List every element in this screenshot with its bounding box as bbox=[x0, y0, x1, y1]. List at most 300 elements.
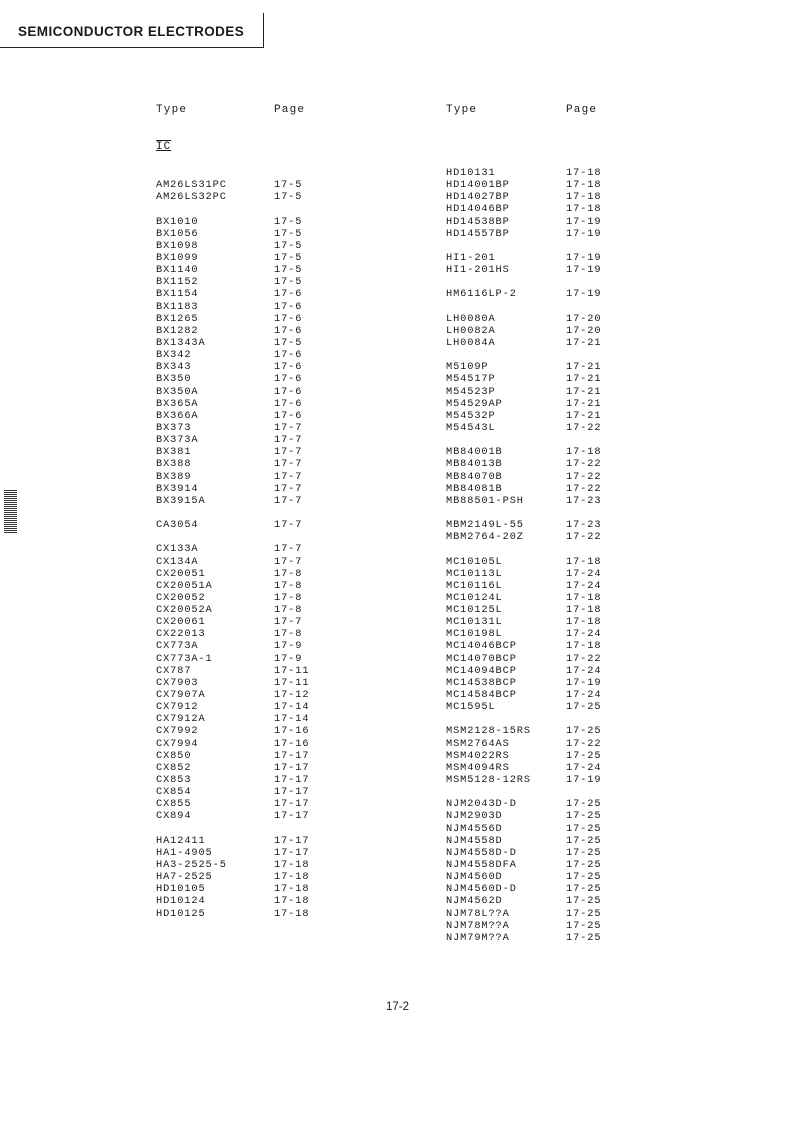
page-reference: 17-7 bbox=[274, 616, 303, 629]
index-row bbox=[156, 616, 334, 628]
part-type: MSM5128-12RS bbox=[446, 774, 531, 787]
part-type: NJM79M??A bbox=[446, 931, 510, 944]
part-type: MC10105L bbox=[446, 555, 503, 568]
left-index-column bbox=[156, 167, 334, 920]
index-row bbox=[156, 471, 334, 483]
index-row bbox=[156, 349, 334, 361]
page-reference: 17-9 bbox=[274, 640, 303, 653]
page-reference: 17-25 bbox=[566, 749, 602, 762]
page-reference: 17-18 bbox=[566, 446, 602, 459]
page-reference: 17-5 bbox=[274, 215, 303, 228]
part-type: HD14557BP bbox=[446, 227, 510, 240]
part-type: MB84013B bbox=[446, 458, 503, 471]
page-reference: 17-18 bbox=[566, 179, 602, 192]
index-row bbox=[156, 519, 334, 531]
index-row bbox=[446, 373, 626, 385]
page-reference: 17-16 bbox=[274, 725, 310, 738]
page-reference: 17-24 bbox=[566, 567, 602, 580]
part-type: BX350 bbox=[156, 373, 192, 386]
part-type: BX3914 bbox=[156, 482, 199, 495]
page-reference: 17-18 bbox=[274, 883, 310, 896]
part-type: BX1282 bbox=[156, 324, 199, 337]
index-row bbox=[446, 725, 626, 737]
part-type: CX22013 bbox=[156, 628, 206, 641]
index-row bbox=[156, 495, 334, 507]
page-reference: 17-7 bbox=[274, 543, 303, 556]
index-row bbox=[156, 361, 334, 373]
page-reference: 17-17 bbox=[274, 749, 310, 762]
index-row bbox=[446, 738, 626, 750]
page-reference: 17-25 bbox=[566, 834, 602, 847]
page-reference: 17-22 bbox=[566, 531, 602, 544]
index-row bbox=[446, 337, 626, 349]
index-row bbox=[446, 203, 626, 215]
page-reference: 17-19 bbox=[566, 676, 602, 689]
part-type: MC10116L bbox=[446, 579, 503, 592]
index-row bbox=[156, 859, 334, 871]
part-type: CX7994 bbox=[156, 737, 199, 750]
part-type: NJM4558D bbox=[446, 834, 503, 847]
index-row bbox=[156, 689, 334, 701]
part-type: BX381 bbox=[156, 446, 192, 459]
page-reference: 17-6 bbox=[274, 409, 303, 422]
part-type: MC10124L bbox=[446, 591, 503, 604]
page-reference: 17-17 bbox=[274, 810, 310, 823]
part-type: MSM4022RS bbox=[446, 749, 510, 762]
page-reference: 17-21 bbox=[566, 336, 602, 349]
index-row bbox=[156, 738, 334, 750]
index-row bbox=[156, 422, 334, 434]
index-row bbox=[156, 568, 334, 580]
page-reference: 17-17 bbox=[274, 834, 310, 847]
part-type: BX366A bbox=[156, 409, 199, 422]
section-heading-ic: IC bbox=[156, 141, 172, 153]
part-type: HA3-2525-5 bbox=[156, 859, 227, 872]
part-type: MSM2764AS bbox=[446, 737, 510, 750]
spacer bbox=[446, 713, 626, 725]
page-reference: 17-6 bbox=[274, 397, 303, 410]
index-row bbox=[156, 446, 334, 458]
page-reference: 17-22 bbox=[566, 458, 602, 471]
index-row bbox=[156, 228, 334, 240]
part-type: CX850 bbox=[156, 749, 192, 762]
page-reference: 17-24 bbox=[566, 628, 602, 641]
index-row bbox=[446, 895, 626, 907]
page-reference: 17-11 bbox=[274, 676, 310, 689]
page-reference: 17-18 bbox=[566, 640, 602, 653]
part-type: BX343 bbox=[156, 361, 192, 374]
part-type: MC14070BCP bbox=[446, 652, 517, 665]
index-row bbox=[446, 556, 626, 568]
index-row bbox=[156, 810, 334, 822]
page-reference: 17-18 bbox=[274, 859, 310, 872]
index-row bbox=[446, 798, 626, 810]
page-reference: 17-25 bbox=[566, 871, 602, 884]
part-type: BX1183 bbox=[156, 300, 199, 313]
spacer bbox=[446, 434, 626, 446]
page-reference: 17-25 bbox=[566, 846, 602, 859]
page-reference: 17-5 bbox=[274, 251, 303, 264]
page-reference: 17-19 bbox=[566, 227, 602, 240]
index-row bbox=[446, 216, 626, 228]
index-row bbox=[446, 616, 626, 628]
index-row bbox=[446, 313, 626, 325]
index-row bbox=[446, 920, 626, 932]
part-type: M54523P bbox=[446, 385, 496, 398]
page-reference: 17-22 bbox=[566, 482, 602, 495]
page-reference: 17-18 bbox=[566, 167, 602, 179]
index-row bbox=[446, 519, 626, 531]
page-reference: 17-22 bbox=[566, 737, 602, 750]
page-reference: 17-25 bbox=[566, 798, 602, 811]
page-reference: 17-5 bbox=[274, 264, 303, 277]
index-row bbox=[446, 592, 626, 604]
page-reference: 17-17 bbox=[274, 774, 310, 787]
page-reference: 17-25 bbox=[566, 701, 602, 714]
right-type-heading: Type bbox=[446, 104, 478, 116]
index-row bbox=[156, 653, 334, 665]
index-row bbox=[446, 531, 626, 543]
page-reference: 17-19 bbox=[566, 774, 602, 787]
part-type: MB84070B bbox=[446, 470, 503, 483]
part-type: CX855 bbox=[156, 798, 192, 811]
page-reference: 17-17 bbox=[274, 786, 310, 799]
part-type: NJM2903D bbox=[446, 810, 503, 823]
page-reference: 17-24 bbox=[566, 579, 602, 592]
index-row bbox=[156, 750, 334, 762]
part-type: HD10105 bbox=[156, 883, 206, 896]
page-reference: 17-6 bbox=[274, 288, 303, 301]
part-type: AM26LS32PC bbox=[156, 191, 227, 204]
part-type: CX20052A bbox=[156, 604, 213, 617]
index-row bbox=[156, 628, 334, 640]
page-reference: 17-22 bbox=[566, 470, 602, 483]
page-reference: 17-21 bbox=[566, 397, 602, 410]
part-type: BX1265 bbox=[156, 312, 199, 325]
spacer bbox=[156, 823, 334, 835]
part-type: BX1343A bbox=[156, 336, 206, 349]
page-reference: 17-25 bbox=[566, 895, 602, 908]
page-header-title: SEMICONDUCTOR ELECTRODES bbox=[18, 24, 245, 39]
page-reference: 17-8 bbox=[274, 567, 303, 580]
index-row bbox=[446, 264, 626, 276]
page-number: 17-2 bbox=[385, 1001, 410, 1013]
index-row bbox=[446, 859, 626, 871]
index-row bbox=[446, 689, 626, 701]
index-row bbox=[156, 373, 334, 385]
part-type: HD14001BP bbox=[446, 179, 510, 192]
part-type: LH0080A bbox=[446, 312, 496, 325]
index-row bbox=[156, 713, 334, 725]
part-type: MB84081B bbox=[446, 482, 503, 495]
page-reference: 17-18 bbox=[274, 871, 310, 884]
spacer bbox=[156, 507, 334, 519]
index-row bbox=[156, 701, 334, 713]
part-type: CX7912 bbox=[156, 701, 199, 714]
page-reference: 17-6 bbox=[274, 361, 303, 374]
index-row bbox=[446, 398, 626, 410]
index-row bbox=[446, 471, 626, 483]
page-reference: 17-7 bbox=[274, 421, 303, 434]
part-type: M54529AP bbox=[446, 397, 503, 410]
part-type: CX7907A bbox=[156, 689, 206, 702]
page-reference: 17-14 bbox=[274, 713, 310, 726]
index-row bbox=[446, 847, 626, 859]
page-reference: 17-16 bbox=[274, 737, 310, 750]
index-row bbox=[446, 810, 626, 822]
part-type: MBM2764-20Z bbox=[446, 531, 524, 544]
part-type: BX373A bbox=[156, 434, 199, 447]
page-reference: 17-7 bbox=[274, 519, 303, 532]
spacer bbox=[156, 167, 334, 179]
part-type: NJM4560D-D bbox=[446, 883, 517, 896]
index-row bbox=[446, 883, 626, 895]
index-row bbox=[156, 774, 334, 786]
page-reference: 17-12 bbox=[274, 689, 310, 702]
page-reference: 17-21 bbox=[566, 373, 602, 386]
page-reference: 17-18 bbox=[566, 591, 602, 604]
index-row bbox=[156, 434, 334, 446]
part-type: NJM4556D bbox=[446, 822, 503, 835]
index-row bbox=[156, 677, 334, 689]
index-row bbox=[156, 337, 334, 349]
page-reference: 17-24 bbox=[566, 664, 602, 677]
page-reference: 17-25 bbox=[566, 919, 602, 932]
page-reference: 17-6 bbox=[274, 385, 303, 398]
index-row bbox=[156, 264, 334, 276]
page-reference: 17-25 bbox=[566, 883, 602, 896]
part-type: NJM4558DFA bbox=[446, 859, 517, 872]
part-type: CX773A-1 bbox=[156, 652, 213, 665]
index-row bbox=[156, 556, 334, 568]
index-row bbox=[156, 798, 334, 810]
part-type: HD10124 bbox=[156, 895, 206, 908]
index-row bbox=[156, 665, 334, 677]
part-type: LH0082A bbox=[446, 324, 496, 337]
index-row bbox=[156, 908, 334, 920]
page-reference: 17-18 bbox=[566, 604, 602, 617]
part-type: CX894 bbox=[156, 810, 192, 823]
part-type: NJM4558D-D bbox=[446, 846, 517, 859]
index-row bbox=[446, 871, 626, 883]
index-row bbox=[446, 410, 626, 422]
index-row bbox=[156, 386, 334, 398]
page-reference: 17-9 bbox=[274, 652, 303, 665]
part-type: CA3054 bbox=[156, 519, 199, 532]
part-type: NJM78M??A bbox=[446, 919, 510, 932]
index-row bbox=[446, 228, 626, 240]
index-row bbox=[446, 361, 626, 373]
part-type: M54543L bbox=[446, 421, 496, 434]
index-row bbox=[156, 483, 334, 495]
part-type: MSM2128-15RS bbox=[446, 725, 531, 738]
index-row bbox=[156, 458, 334, 470]
page-reference: 17-21 bbox=[566, 409, 602, 422]
part-type: HD10131 bbox=[446, 167, 496, 179]
part-type: BX342 bbox=[156, 349, 192, 362]
part-type: AM26LS31PC bbox=[156, 179, 227, 192]
part-type: BX1152 bbox=[156, 276, 199, 289]
page-reference: 17-6 bbox=[274, 312, 303, 325]
page-reference: 17-21 bbox=[566, 361, 602, 374]
spacer bbox=[446, 507, 626, 519]
index-row bbox=[446, 604, 626, 616]
right-index-column bbox=[446, 167, 626, 944]
part-type: CX852 bbox=[156, 761, 192, 774]
part-type: MSM4094RS bbox=[446, 761, 510, 774]
part-type: HA12411 bbox=[156, 834, 206, 847]
page-reference: 17-7 bbox=[274, 482, 303, 495]
part-type: CX787 bbox=[156, 664, 192, 677]
index-row bbox=[446, 325, 626, 337]
page-reference: 17-20 bbox=[566, 324, 602, 337]
part-type: MC10113L bbox=[446, 567, 503, 580]
part-type: BX1099 bbox=[156, 251, 199, 264]
index-row bbox=[446, 908, 626, 920]
page-reference: 17-11 bbox=[274, 664, 310, 677]
index-row bbox=[156, 871, 334, 883]
page-reference: 17-23 bbox=[566, 494, 602, 507]
page-reference: 17-23 bbox=[566, 519, 602, 532]
index-row bbox=[156, 313, 334, 325]
spacer bbox=[446, 786, 626, 798]
index-row bbox=[446, 422, 626, 434]
page-reference: 17-5 bbox=[274, 227, 303, 240]
part-type: BX1154 bbox=[156, 288, 199, 301]
page-reference: 17-5 bbox=[274, 239, 303, 252]
page-reference: 17-5 bbox=[274, 179, 303, 192]
index-row bbox=[156, 216, 334, 228]
part-type: MC14584BCP bbox=[446, 689, 517, 702]
index-row bbox=[156, 398, 334, 410]
part-type: MBM2149L-55 bbox=[446, 519, 524, 532]
part-type: MC14046BCP bbox=[446, 640, 517, 653]
page-reference: 17-8 bbox=[274, 628, 303, 641]
part-type: NJM4560D bbox=[446, 871, 503, 884]
index-row bbox=[446, 640, 626, 652]
page-reference: 17-7 bbox=[274, 434, 303, 447]
right-page-heading: Page bbox=[566, 104, 598, 116]
part-type: M54517P bbox=[446, 373, 496, 386]
spacer bbox=[446, 349, 626, 361]
index-row bbox=[156, 835, 334, 847]
page-reference: 17-17 bbox=[274, 798, 310, 811]
index-row bbox=[156, 895, 334, 907]
part-type: HM6116LP-2 bbox=[446, 288, 517, 301]
index-row bbox=[446, 701, 626, 713]
part-type: HI1-201HS bbox=[446, 264, 510, 277]
spacer bbox=[446, 276, 626, 288]
index-row bbox=[446, 167, 626, 179]
page-reference: 17-7 bbox=[274, 555, 303, 568]
index-row bbox=[446, 665, 626, 677]
index-row bbox=[446, 835, 626, 847]
spacer bbox=[446, 240, 626, 252]
part-type: BX1140 bbox=[156, 264, 199, 277]
index-row bbox=[156, 847, 334, 859]
page-reference: 17-19 bbox=[566, 215, 602, 228]
page-reference: 17-20 bbox=[566, 312, 602, 325]
part-type: MB84001B bbox=[446, 446, 503, 459]
page-reference: 17-25 bbox=[566, 725, 602, 738]
page-reference: 17-17 bbox=[274, 846, 310, 859]
part-type: MC1595L bbox=[446, 701, 496, 714]
part-type: BX3915A bbox=[156, 494, 206, 507]
index-row bbox=[446, 458, 626, 470]
part-type: BX365A bbox=[156, 397, 199, 410]
part-type: CX20052 bbox=[156, 591, 206, 604]
part-type: BX389 bbox=[156, 470, 192, 483]
page-reference: 17-5 bbox=[274, 276, 303, 289]
part-type: HI1-201 bbox=[446, 251, 496, 264]
index-row bbox=[156, 786, 334, 798]
index-row bbox=[156, 580, 334, 592]
page-reference: 17-18 bbox=[274, 895, 310, 908]
index-row bbox=[156, 325, 334, 337]
page-reference: 17-24 bbox=[566, 689, 602, 702]
page-reference: 17-22 bbox=[566, 652, 602, 665]
part-type: LH0084A bbox=[446, 336, 496, 349]
part-type: HA1-4905 bbox=[156, 846, 213, 859]
index-row bbox=[446, 288, 626, 300]
part-type: M54532P bbox=[446, 409, 496, 422]
part-type: CX20051 bbox=[156, 567, 206, 580]
part-type: CX20051A bbox=[156, 579, 213, 592]
index-row bbox=[156, 191, 334, 203]
page-reference: 17-22 bbox=[566, 421, 602, 434]
index-row bbox=[446, 446, 626, 458]
index-row bbox=[156, 725, 334, 737]
page-reference: 17-19 bbox=[566, 288, 602, 301]
index-row bbox=[446, 386, 626, 398]
part-type: BX373 bbox=[156, 421, 192, 434]
index-row bbox=[446, 580, 626, 592]
part-type: MC10125L bbox=[446, 604, 503, 617]
page-reference: 17-18 bbox=[566, 191, 602, 204]
spacer bbox=[156, 203, 334, 215]
index-row bbox=[156, 276, 334, 288]
spacer bbox=[446, 543, 626, 555]
part-type: CX853 bbox=[156, 774, 192, 787]
page-reference: 17-18 bbox=[566, 555, 602, 568]
part-type: MC10198L bbox=[446, 628, 503, 641]
page-reference: 17-6 bbox=[274, 349, 303, 362]
page-reference: 17-7 bbox=[274, 470, 303, 483]
part-type: CX134A bbox=[156, 555, 199, 568]
part-type: HD14538BP bbox=[446, 215, 510, 228]
index-row bbox=[446, 823, 626, 835]
page-reference: 17-25 bbox=[566, 810, 602, 823]
part-type: CX7903 bbox=[156, 676, 199, 689]
index-row bbox=[446, 483, 626, 495]
index-row bbox=[156, 640, 334, 652]
binding-barcode-mark bbox=[4, 490, 17, 534]
page-reference: 17-25 bbox=[566, 822, 602, 835]
page-reference: 17-7 bbox=[274, 446, 303, 459]
page-reference: 17-6 bbox=[274, 300, 303, 313]
index-row bbox=[156, 592, 334, 604]
page-reference: 17-19 bbox=[566, 264, 602, 277]
page-reference: 17-25 bbox=[566, 859, 602, 872]
index-row bbox=[156, 883, 334, 895]
part-type: BX1098 bbox=[156, 239, 199, 252]
page-reference: 17-19 bbox=[566, 251, 602, 264]
index-row bbox=[156, 301, 334, 313]
index-row bbox=[156, 543, 334, 555]
index-row bbox=[446, 628, 626, 640]
index-row bbox=[156, 288, 334, 300]
page-reference: 17-25 bbox=[566, 931, 602, 944]
